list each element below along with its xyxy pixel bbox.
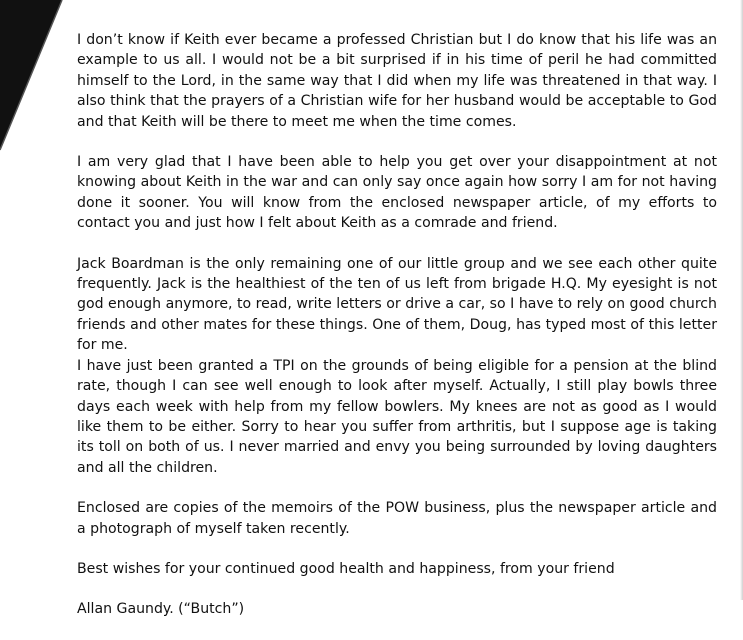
paragraph-pension: I have just been granted a TPI on the grounds of being eligible for a pension at the blind rate, though I can see well enough to look after myself. Actually, I still play bowls three days each week with help from my fellow bowlers. My knees are not as good as I would like them to be either. Sorry to hear you suffer from arthritis, but I suppose age is taking its toll on both of us. I never married and envy you being surrounded by loving daughters and all the children. [77,357,717,476]
paragraph-disappointment: I am very glad that I have been able to help you get over your disappointment at not knowing about Keith in the war and can only say once again how sorry I am for not having done it sooner. You will know from the enclosed newspaper article, of my efforts to contact you and just how I felt about Keith as a comrade and friend. [77,154,717,232]
paragraph-faith: I don’t know if Keith ever became a professed Christian but I do know that his life was an example to us all. I would not be a bit surprised if in his time of peril he had committed himself to the Lord, in the same way that I did when my life was threatened in that way. I also think that the prayers of a Christian wife for her husband would be acceptable to God and that Keith will be there to meet me when the time comes. [77,32,717,130]
signature: Allan Gaundy. (“Butch”) [77,601,245,618]
paragraph-jack-boardman: Jack Boardman is the only remaining one of our little group and we see each other quite frequently. Jack is the healthiest of the ten of us left from brigade H.Q. My eyesight is not god enough anymore, to read, write letters or drive a car, so I have to rely on good church friends and other mates for these things. One of them, Doug, has typed most of this letter for me. [77,255,717,354]
paragraph-enclosures: Enclosed are copies of the memoirs of the POW business, plus the newspaper article and a photograph of myself taken recently. [77,500,717,537]
paragraph-best-wishes: Best wishes for your continued good health and happiness, from your friend [77,560,615,577]
letter-body [77,30,717,640]
